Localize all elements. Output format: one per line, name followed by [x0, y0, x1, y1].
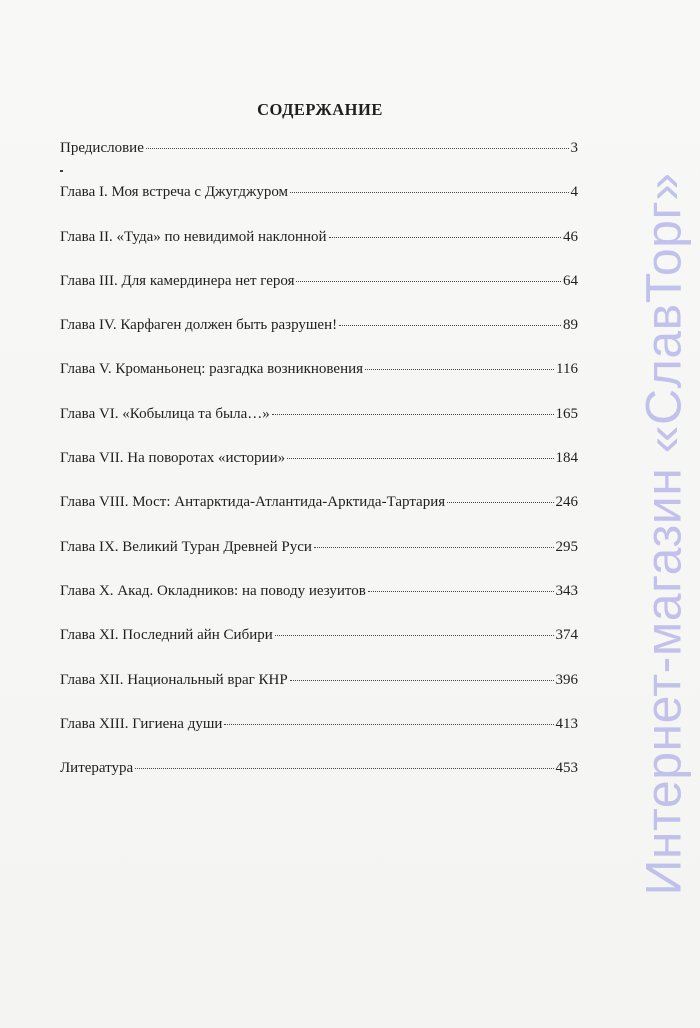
- toc-entry-title: Глава IV. Карфаген должен быть разрушен!: [60, 317, 338, 334]
- watermark-text: Интернет-магазин «СлавТорг»: [635, 172, 691, 896]
- toc-title: СОДЕРЖАНИЕ: [257, 100, 383, 119]
- toc-entry: [60, 716, 578, 760]
- toc-leader-dots: [329, 237, 561, 238]
- toc-entry: [60, 229, 578, 273]
- toc-entry-page: 116: [556, 361, 578, 378]
- toc-leader-dots: [339, 325, 561, 326]
- toc-entry-title: Глава VIII. Мост: Антарктида-Атлантида-Арктида-Тартария: [60, 494, 446, 511]
- toc-entry-page: 413: [555, 715, 578, 732]
- toc-leader-dots: [447, 502, 553, 503]
- toc-entry-page: 374: [555, 627, 578, 644]
- toc-entry-title: Глава XI. Последний айн Сибири: [60, 627, 273, 644]
- toc-entry-page: 165: [555, 405, 578, 422]
- toc-entry: [60, 317, 578, 361]
- toc-entry-title: Литература: [60, 760, 134, 777]
- toc-entry: [60, 583, 578, 627]
- toc-leader-dots: [314, 547, 554, 548]
- toc-entry: [60, 539, 578, 583]
- toc-entry: [60, 627, 578, 671]
- toc-entry-title: Глава XIII. Гигиена души: [60, 715, 223, 732]
- toc-entry-title: Глава VI. «Кобылица та была…»: [60, 405, 270, 422]
- toc-entry: [60, 184, 578, 228]
- toc-entry: [60, 406, 578, 450]
- toc-entry-page: 64: [563, 272, 578, 289]
- toc-leader-dots: [368, 591, 554, 592]
- toc-entry-page: 343: [555, 582, 578, 599]
- toc-entry-title: Предисловие: [60, 140, 144, 156]
- toc-leader-dots: [275, 635, 554, 636]
- toc-entry: [60, 494, 578, 538]
- toc-entry-page: 89: [563, 317, 578, 334]
- toc-entry: [60, 672, 578, 716]
- toc-entry-page: 295: [555, 538, 578, 555]
- toc-entry-page: 46: [563, 228, 578, 245]
- toc-list: [60, 140, 578, 804]
- toc-leader-dots: [296, 281, 561, 282]
- store-watermark: [628, 44, 698, 1024]
- toc-entry-title: Глава II. «Туда» по невидимой наклонной: [60, 228, 327, 245]
- toc-entry: [60, 760, 578, 804]
- toc-leader-dots: [290, 192, 568, 193]
- toc-entry: [60, 140, 578, 184]
- toc-entry: [60, 361, 578, 405]
- toc-leader-dots: [290, 680, 554, 681]
- toc-entry-title: Глава XII. Национальный враг КНР: [60, 671, 288, 688]
- toc-leader-dots: [146, 148, 569, 149]
- toc-entry-page: 396: [555, 671, 578, 688]
- toc-entry-page: 246: [555, 494, 578, 511]
- toc-entry-page: 3: [570, 140, 578, 156]
- toc-leader-dots: [224, 724, 553, 725]
- toc-leader-dots: [287, 458, 553, 459]
- toc-entry-page: 4: [570, 184, 578, 201]
- toc-entry-title: Глава VII. На поворотах «истории»: [60, 450, 286, 467]
- toc-leader-dots: [365, 369, 554, 370]
- toc-entry-title: Глава I. Моя встреча с Джугджуром: [60, 184, 289, 201]
- toc-entry-title: Глава X. Акад. Окладников: на поводу иезуитов: [60, 582, 366, 599]
- toc-entry-page: 184: [555, 450, 578, 467]
- toc-entry-title: Глава V. Кроманьонец: разгадка возникновения: [60, 361, 364, 378]
- toc-entry-page: 453: [555, 760, 578, 777]
- toc-leader-dots: [272, 414, 554, 415]
- toc-leader-dots: [135, 768, 553, 769]
- toc-entry: [60, 450, 578, 494]
- toc-entry: [60, 273, 578, 317]
- toc-entry-title: Глава IX. Великий Туран Древней Руси: [60, 538, 312, 555]
- toc-entry-title: Глава III. Для камердинера нет героя: [60, 272, 295, 289]
